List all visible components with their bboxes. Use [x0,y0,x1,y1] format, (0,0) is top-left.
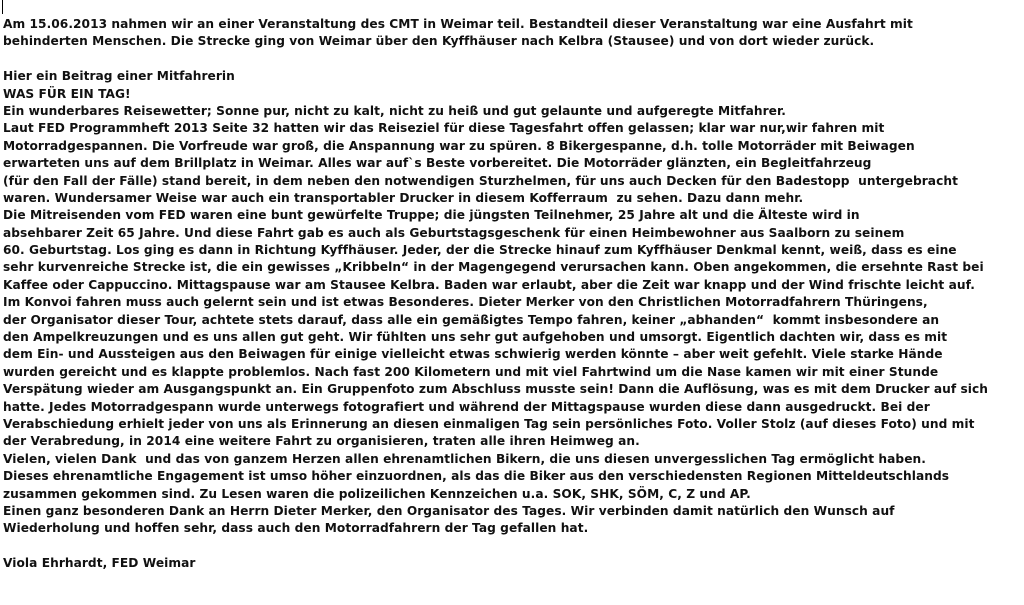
body-line: Motorradgespannen. Die Vorfreude war groß, die Anspannung war zu spüren. 8 Bikergespanne, d.h. tolle Motorräder mit Beiwagen [3,138,915,153]
body-line: Die Mitreisenden vom FED waren eine bunt gewürfelte Truppe; die jüngsten Teilnehmer, 25 Jahre alt und die Älteste wird in [3,208,860,223]
body-line: Laut FED Programmheft 2013 Seite 32 hatten wir das Reiseziel für diese Tagesfahrt offen gelassen; klar war nur,wir fahren mit [3,121,885,136]
body-line: waren. Wundersamer Weise war auch ein transportabler Drucker in diesem Kofferraum zu sehen. Dazu dann mehr. [3,190,804,205]
body-line: den Ampelkreuzungen und es uns allen gut geht. Wir fühlten uns sehr gut aufgehoben und umsorgt. Eigentlich dachten wir, dass es mit [3,330,948,345]
text-cursor [2,0,3,14]
signature: Viola Ehrhardt, FED Weimar [3,556,196,571]
document-body[interactable] [3,16,1018,573]
body-line: dem Ein- und Aussteigen aus den Beiwagen für einige vielleicht etwas schwierig werden könnte – aber weit gefehlt. Viele starke Hände [3,347,943,362]
body-line: Im Konvoi fahren muss auch gelernt sein und ist etwas Besonderes. Dieter Merker von den Christlichen Motorradfahrern Thüringens, [3,295,928,310]
body-line: hatte. Jedes Motorradgespann wurde unterwegs fotografiert und während der Mittagspause wurden diese dann ausgedruckt. Bei der [3,399,930,414]
subheading: Hier ein Beitrag einer Mitfahrerin [3,69,235,84]
article-title: WAS FÜR EIN TAG! [3,86,131,101]
intro-line: behinderten Menschen. Die Strecke ging von Weimar über den Kyffhäuser nach Kelbra (Stausee) und von dort wieder zurück. [3,34,875,49]
blank-line [3,538,1018,555]
body-line: wurden gereicht und es klappte problemlos. Nach fast 200 Kilometern und mit viel Fahrtwind um die Nase kamen wir mit einer Stunde [3,364,939,379]
body-line: Verspätung wieder am Ausgangspunkt an. Ein Gruppenfoto zum Abschluss musste sein! Dann die Auflösung, was es mit dem Drucker auf sich [3,382,989,397]
body-line: Einen ganz besonderen Dank an Herrn Dieter Merker, den Organisator des Tages. Wir verbinden damit natürlich den Wunsch auf [3,503,895,518]
body-line: sehr kurvenreiche Strecke ist, die ein gewisses „Kribbeln“ in der Magengegend verursachen kann. Oben angekommen, die ersehnte Rast bei [3,260,984,275]
body-line: Dieses ehrenamtliche Engagement ist umso höher einzuordnen, als das die Biker aus den verschiedensten Regionen Mitteldeutschlands [3,469,950,484]
body-line: der Organisator dieser Tour, achtete stets darauf, dass alle ein gemäßigtes Tempo fahren, keiner „abhanden“ kommt insbesondere an [3,312,940,327]
body-line: (für den Fall der Fälle) stand bereit, in dem neben den notwendigen Sturzhelmen, für uns auch Decken für den Badestopp untergebracht [3,173,958,188]
body-line: der Verabredung, in 2014 eine weitere Fahrt zu organisieren, traten alle ihren Heimweg an. [3,434,640,449]
body-line: erwarteten uns auf dem Brillplatz in Weimar. Alles war auf`s Beste vorbereitet. Die Motorräder glänzten, ein Begleitfahrzeug [3,156,872,171]
body-line: Wiederholung und hoffen sehr, dass auch den Motorradfahrern der Tag gefallen hat. [3,521,589,536]
body-line: 60. Geburtstag. Los ging es dann in Richtung Kyffhäuser. Jeder, der die Strecke hinauf zum Kyffhäuser Denkmal kennt, weiß, dass es eine [3,243,957,258]
intro-line: Am 15.06.2013 nahmen wir an einer Veranstaltung des CMT in Weimar teil. Bestandteil dieser Veranstaltung war eine Ausfahrt mit [3,17,913,31]
blank-line [3,51,1018,68]
body-line: Vielen, vielen Dank und das von ganzem Herzen allen ehrenamtlichen Bikern, die uns diesen unvergesslichen Tag ermöglicht haben. [3,451,926,466]
body-line: Verabschiedung erhielt jeder von uns als Erinnerung an diesen einmaligen Tag sein persönliches Foto. Voller Stolz (auf dieses Foto) und mit [3,416,975,431]
body-line: zusammen gekommen sind. Zu Lesen waren die polizeilichen Kennzeichen u.a. SOK, SHK, SÖM, C, Z und AP. [3,486,751,501]
body-line: absehbarer Zeit 65 Jahre. Und diese Fahrt gab es auch als Geburtstagsgeschenk für einen Heimbewohner aus Saalborn zu seinem [3,225,905,240]
body-line: Kaffee oder Cappuccino. Mittagspause war am Stausee Kelbra. Baden war erlaubt, aber die Zeit war knapp und der Wind frischte leicht auf. [3,277,975,292]
body-line: Ein wunderbares Reisewetter; Sonne pur, nicht zu kalt, nicht zu heiß und gut gelaunte und aufgeregte Mitfahrer. [3,103,786,118]
